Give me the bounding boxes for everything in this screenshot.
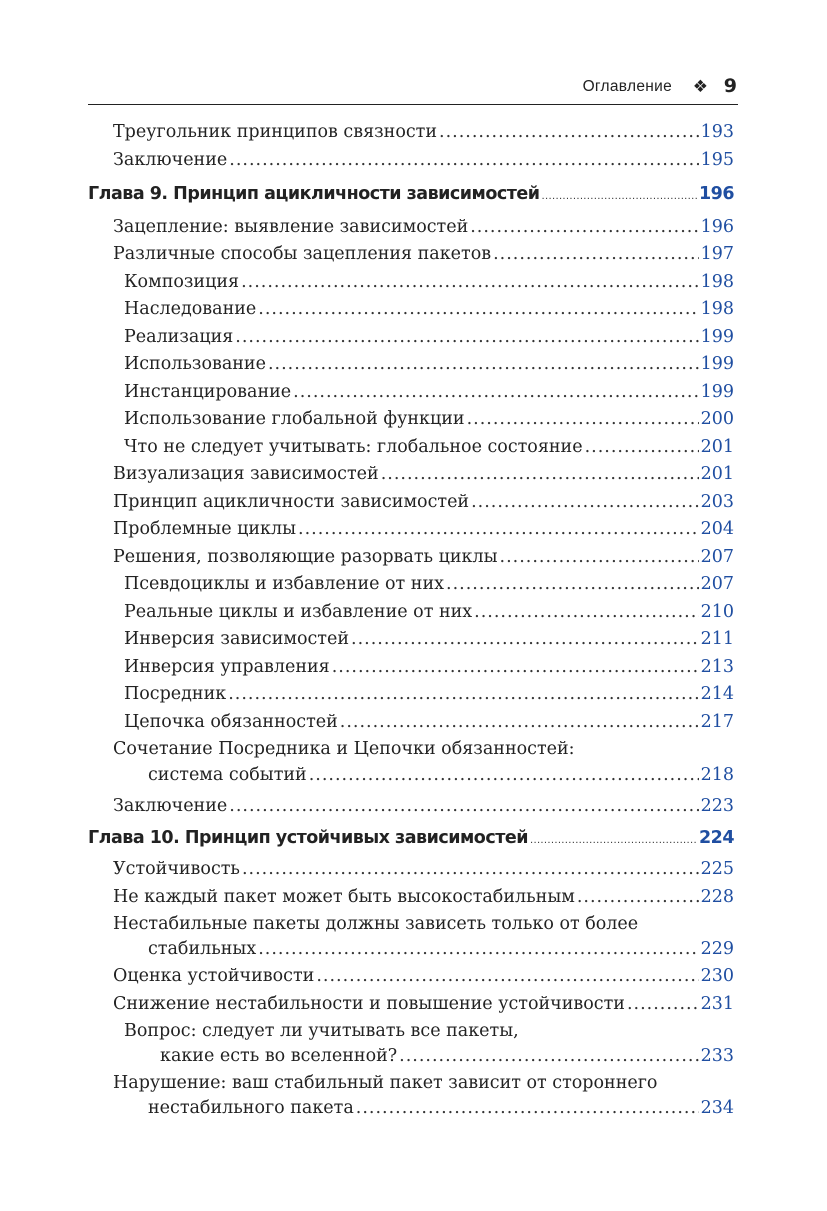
toc-entry[interactable] [113,992,734,1016]
toc-subentry[interactable] [124,682,734,706]
toc-entry[interactable] [113,462,734,486]
toc-entry-page: 197 [700,244,734,264]
toc-entry-label: Снижение нестабильности и повышение устойчивости [113,994,625,1014]
toc-entry-page: 217 [700,712,734,732]
toc-entry-page: 228 [700,887,734,907]
toc-subentry[interactable] [124,325,734,349]
toc-entry[interactable] [113,148,734,172]
toc-entry-page: 195 [700,150,734,170]
toc-chapter[interactable] [88,826,734,853]
toc-entry-page: 207 [700,547,734,567]
dot-leader [268,352,699,376]
toc-entry[interactable] [113,517,734,541]
dot-leader [258,937,698,961]
toc-entry-label: стабильных [148,939,257,959]
toc-entry-page: 223 [700,796,734,816]
toc-subentry[interactable] [124,435,734,459]
toc-entry[interactable] [113,215,734,239]
toc-entry-label: Псевдоциклы и избавление от них [124,574,444,594]
toc-entry-page: 210 [700,602,734,622]
toc-entry-label: Зацепление: выявление зависимостей [113,217,469,237]
chapter-page: 196 [698,184,734,204]
toc-entry-page: 199 [700,327,734,347]
dot-leader [235,325,698,349]
toc-entry-page: 218 [700,765,734,785]
dot-leader [542,185,697,209]
toc-entry-label: Визуализация зависимостей [113,464,379,484]
toc-entry-page: 203 [700,492,734,512]
toc-subentry[interactable] [160,1044,734,1068]
toc-entry-label: Решения, позволяющие разорвать циклы [113,547,498,567]
toc-entry[interactable] [113,885,734,909]
dot-leader [316,964,698,988]
dot-leader [309,763,699,787]
toc-entry-label: Устойчивость [113,859,240,879]
toc-chapter[interactable] [88,182,734,209]
toc-entry-label: Заключение [113,150,228,170]
toc-subentry[interactable] [124,297,734,321]
dot-leader [298,517,699,541]
toc-entry-label: Инверсия зависимостей [124,629,350,649]
header-title: Оглавление [582,78,672,95]
dot-leader [439,120,699,144]
page-number: 9 [723,75,737,97]
toc-entry-label: Использование глобальной функции [124,409,465,429]
toc-subentry[interactable] [124,407,734,431]
toc-entry-label: Цепочка обязанностей [124,712,338,732]
dot-leader [351,627,699,651]
dot-leader [356,1096,699,1120]
toc-entry[interactable] [148,937,734,961]
dot-leader [399,1044,698,1068]
toc-entry-page: 231 [700,994,734,1014]
chapter-page: 224 [698,828,734,848]
toc-entry[interactable] [113,242,734,266]
toc-subentry[interactable] [124,572,734,596]
dot-leader [585,435,699,459]
toc-entry-label: какие есть во вселенной? [160,1046,398,1066]
dot-leader [530,829,697,853]
toc-entry-page: 225 [700,859,734,879]
dot-leader [242,857,699,881]
dot-leader [340,710,699,734]
toc-entry-label: система событий [148,765,307,785]
dot-leader [470,215,698,239]
dot-leader [577,885,699,909]
toc-subentry[interactable] [124,655,734,679]
dot-leader [471,490,699,514]
dot-leader [229,794,698,818]
toc-entry-label-line1: Вопрос: следует ли учитывать все пакеты, [124,1021,519,1041]
toc-entry-label: Различные способы зацепления пакетов [113,244,492,264]
toc-entry-page: 211 [700,629,734,649]
toc-entry[interactable] [113,490,734,514]
toc-entry-page: 234 [700,1098,734,1118]
toc-entry-label: Оценка устойчивости [113,966,315,986]
toc-entry-label: Проблемные циклы [113,519,297,539]
dot-leader [446,572,699,596]
toc-entry-page: 213 [700,657,734,677]
toc-entry-page: 198 [700,299,734,319]
dot-leader [467,407,699,431]
dot-leader [500,545,699,569]
toc-subentry[interactable] [124,710,734,734]
toc-entry-page: 201 [700,437,734,457]
toc-entry-label: Использование [124,354,266,374]
dot-leader [241,270,699,294]
dot-leader [474,600,698,624]
dot-leader [332,655,699,679]
toc-subentry[interactable] [124,270,734,294]
dot-leader [229,148,698,172]
toc-entry-page: 199 [700,354,734,374]
toc-entry-label-line1: Нарушение: ваш стабильный пакет зависит от стороннего [113,1073,658,1093]
toc-entry-label: нестабильного пакета [148,1098,354,1118]
toc-entry[interactable] [113,794,734,818]
toc-entry-page: 198 [700,272,734,292]
toc-entry-label: Наследование [124,299,257,319]
running-header [88,75,738,105]
toc-entry[interactable] [113,857,734,881]
toc-entry-label: Посредник [124,684,227,704]
toc-entry-page: 233 [700,1046,734,1066]
toc-entry-label: Треугольник принципов связности [113,122,438,142]
toc-entry-page: 230 [700,966,734,986]
ornament-icon: ❖ [692,77,708,97]
toc-entry-page: 229 [700,939,734,959]
toc-entry-label-line1: Сочетание Посредника и Цепочки обязанностей: [113,739,575,759]
toc-entry-label: Принцип ацикличности зависимостей [113,492,470,512]
toc-entry[interactable] [113,545,734,569]
toc-entry-page: 199 [700,382,734,402]
toc-entry-label: Композиция [124,272,240,292]
toc-entry-label: Заключение [113,796,228,816]
toc-entry-label: Инверсия управления [124,657,330,677]
toc-subentry[interactable] [124,352,734,376]
toc-entry-page: 207 [700,574,734,594]
toc-entry-page: 196 [700,217,734,237]
toc-entry-page: 214 [700,684,734,704]
toc-entry[interactable] [113,964,734,988]
toc-entry-page: 193 [700,122,734,142]
dot-leader [493,242,698,266]
toc-entry-label: Реализация [124,327,234,347]
toc-subentry[interactable] [124,380,734,404]
toc-entry-page: 204 [700,519,734,539]
toc-entry-page: 200 [700,409,734,429]
dot-leader [228,682,698,706]
toc-entry[interactable] [148,1096,734,1120]
toc-entry-label-line1: Нестабильные пакеты должны зависеть только от более [113,914,639,934]
dot-leader [293,380,698,404]
toc-subentry[interactable] [124,600,734,624]
chapter-title: Глава 9. Принцип ацикличности зависимостей [88,184,540,204]
chapter-title: Глава 10. Принцип устойчивых зависимостей [88,828,528,848]
toc-entry-label: Что не следует учитывать: глобальное состояние [124,437,583,457]
toc-entry-label: Не каждый пакет может быть высокостабильным [113,887,575,907]
toc-entry-page: 201 [700,464,734,484]
toc-entry-label: Реальные циклы и избавление от них [124,602,473,622]
toc-entry[interactable] [148,763,734,787]
dot-leader [627,992,699,1016]
dot-leader [258,297,698,321]
toc-entry-label: Инстанцирование [124,382,292,402]
dot-leader [381,462,699,486]
toc-subentry[interactable] [124,627,734,651]
toc-entry[interactable] [113,120,734,144]
